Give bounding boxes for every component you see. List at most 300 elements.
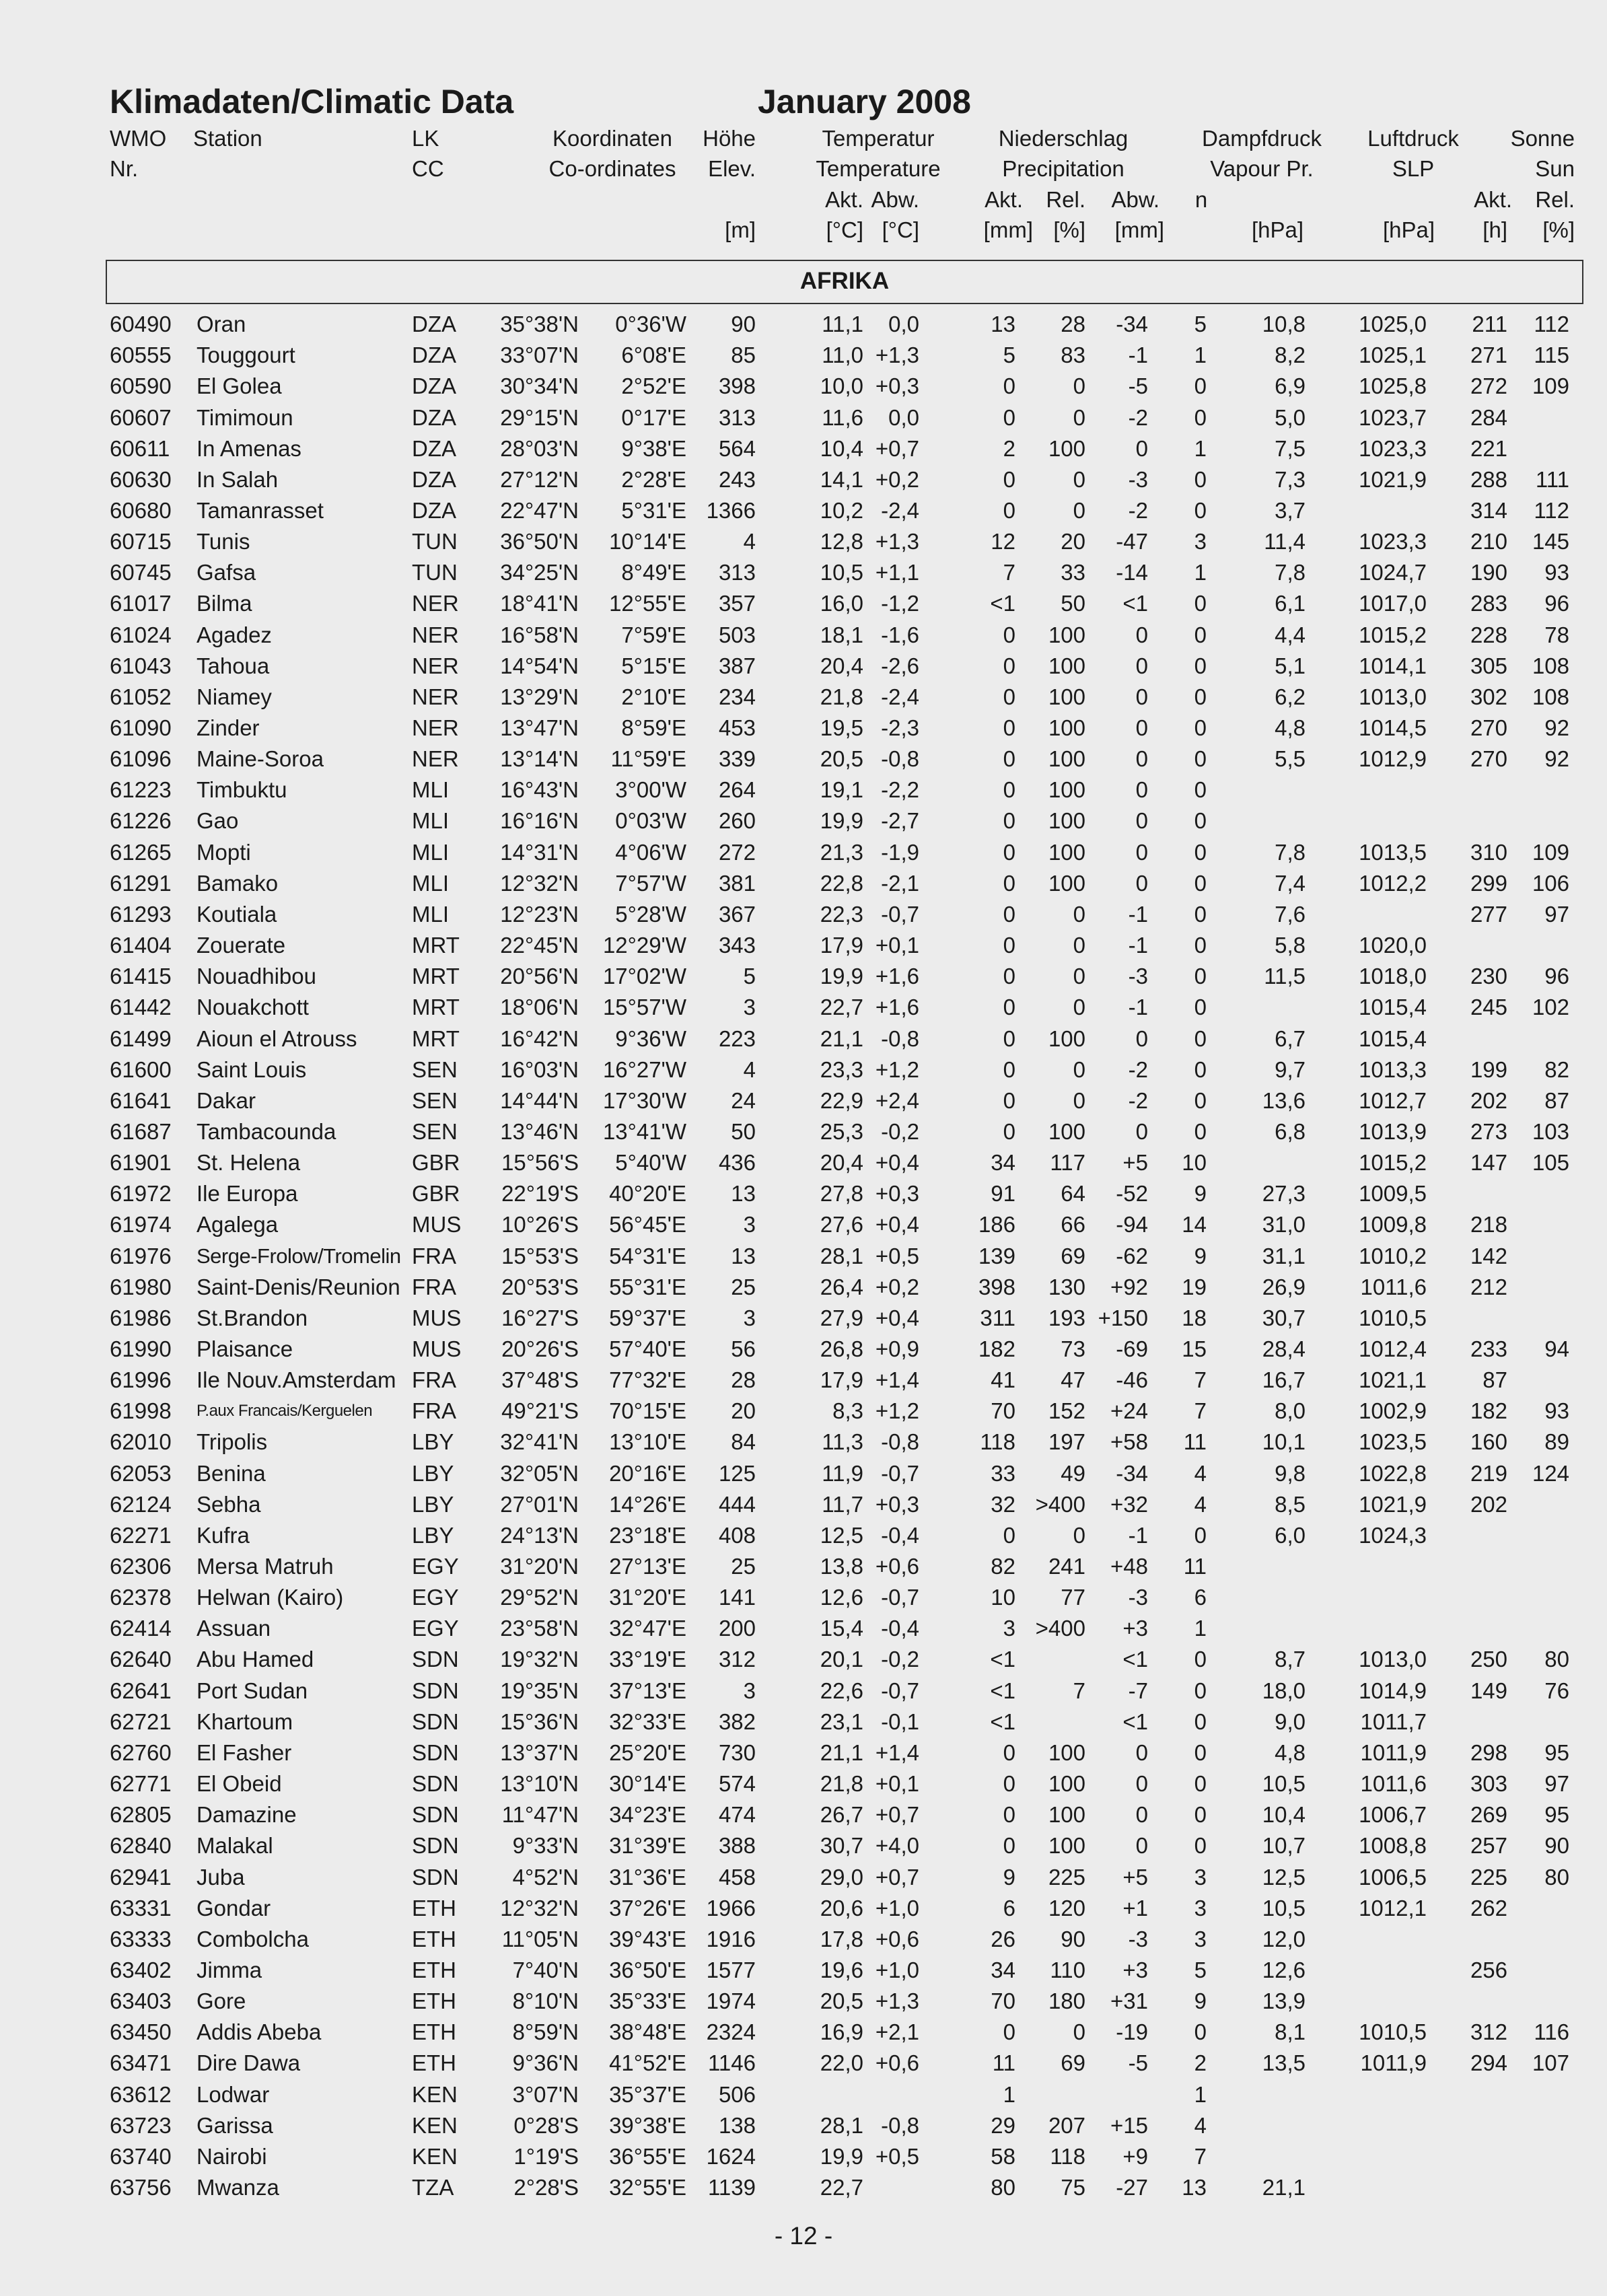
prec-days: 0 bbox=[1194, 839, 1207, 865]
slp: 1023,5 bbox=[1359, 1429, 1427, 1455]
table-row bbox=[0, 1460, 1607, 1491]
country-code: GBR bbox=[412, 1181, 460, 1207]
temp-akt: 19,9 bbox=[820, 2143, 863, 2169]
longitude: 0°17'E bbox=[621, 404, 686, 430]
prec-rel: 83 bbox=[1061, 343, 1085, 368]
prec-days: 0 bbox=[1194, 1647, 1207, 1672]
longitude: 4°06'W bbox=[615, 839, 686, 865]
temp-abw: +2,4 bbox=[875, 1087, 919, 1113]
prec-rel: 117 bbox=[1050, 1150, 1085, 1175]
unit-pct2: [%] bbox=[1542, 217, 1575, 242]
vapour-pressure: 10,5 bbox=[1262, 1771, 1306, 1796]
temp-abw: +0,3 bbox=[875, 1491, 919, 1517]
latitude: 22°47'N bbox=[500, 497, 579, 523]
wmo-number: 61265 bbox=[110, 839, 172, 865]
longitude: 56°45'E bbox=[609, 1212, 686, 1237]
prec-days: 0 bbox=[1194, 2019, 1207, 2045]
country-code: ETH bbox=[412, 2050, 456, 2076]
vapour-pressure: 4,8 bbox=[1275, 715, 1306, 740]
wmo-number: 61415 bbox=[110, 964, 172, 989]
prec-abw: 0 bbox=[1135, 622, 1148, 647]
longitude: 0°03'W bbox=[615, 808, 686, 834]
longitude: 32°55'E bbox=[609, 2175, 686, 2200]
sun-akt: 303 bbox=[1470, 1771, 1507, 1796]
sun-akt: 211 bbox=[1472, 312, 1507, 336]
sun-rel: 105 bbox=[1532, 1150, 1569, 1175]
wmo-number: 61974 bbox=[110, 1212, 172, 1237]
slp: 1013,9 bbox=[1359, 1118, 1427, 1144]
elevation: 56 bbox=[731, 1336, 756, 1361]
wmo-number: 60745 bbox=[110, 560, 172, 585]
country-code: MLI bbox=[412, 777, 450, 803]
prec-akt: 34 bbox=[991, 1150, 1015, 1175]
prec-abw: 0 bbox=[1135, 653, 1148, 678]
header-precipitation: Precipitation bbox=[1002, 156, 1124, 181]
station-name: Garissa bbox=[197, 2112, 273, 2138]
vapour-pressure: 13,5 bbox=[1262, 2050, 1306, 2076]
temp-akt: 19,1 bbox=[820, 777, 863, 803]
longitude: 32°47'E bbox=[609, 1616, 686, 1641]
elevation: 367 bbox=[718, 901, 756, 927]
temp-abw: +0,6 bbox=[875, 2050, 919, 2076]
temp-abw: +0,6 bbox=[875, 1926, 919, 1951]
longitude: 25°20'E bbox=[609, 1739, 686, 1765]
header-cc: CC bbox=[412, 156, 444, 181]
wmo-number: 60555 bbox=[110, 343, 172, 368]
prec-abw: 0 bbox=[1135, 435, 1148, 461]
prec-akt: 0 bbox=[1003, 2019, 1015, 2045]
station-name: Niamey bbox=[197, 684, 272, 709]
country-code: TZA bbox=[412, 2175, 454, 2200]
temp-abw: +1,2 bbox=[875, 1398, 919, 1424]
longitude: 11°59'E bbox=[610, 746, 686, 772]
prec-rel: 0 bbox=[1073, 1056, 1085, 1082]
temp-akt: 27,8 bbox=[820, 1181, 863, 1207]
prec-akt: 0 bbox=[1003, 964, 1015, 989]
prec-akt: 0 bbox=[1003, 622, 1015, 647]
temp-abw: +0,4 bbox=[875, 1150, 919, 1175]
wmo-number: 60590 bbox=[110, 373, 172, 399]
temp-abw: +0,7 bbox=[875, 1802, 919, 1828]
country-code: MLI bbox=[412, 839, 450, 865]
prec-akt: 5 bbox=[1003, 343, 1015, 368]
vapour-pressure: 10,5 bbox=[1262, 1895, 1306, 1921]
temp-abw: +1,6 bbox=[875, 964, 919, 989]
wmo-number: 61641 bbox=[110, 1087, 172, 1113]
table-row bbox=[0, 1895, 1607, 1926]
prec-abw: +31 bbox=[1110, 1988, 1148, 2014]
temp-akt: 21,1 bbox=[820, 1026, 863, 1051]
elevation: 84 bbox=[731, 1429, 756, 1455]
latitude: 18°06'N bbox=[500, 995, 579, 1020]
prec-akt: 0 bbox=[1003, 777, 1015, 803]
prec-days: 0 bbox=[1194, 1771, 1207, 1796]
country-code: FRA bbox=[412, 1367, 456, 1393]
sun-akt: 202 bbox=[1470, 1087, 1507, 1113]
prec-akt: <1 bbox=[990, 1709, 1015, 1734]
prec-days: 1 bbox=[1194, 1616, 1207, 1641]
longitude: 10°14'E bbox=[609, 529, 686, 554]
country-code: ETH bbox=[412, 1957, 456, 1982]
temp-abw: +1,2 bbox=[875, 1056, 919, 1082]
slp: 1013,0 bbox=[1359, 1647, 1427, 1672]
elevation: 1624 bbox=[706, 2143, 756, 2169]
table-row bbox=[0, 435, 1607, 466]
longitude: 31°20'E bbox=[609, 1585, 686, 1610]
vapour-pressure: 16,7 bbox=[1262, 1367, 1306, 1393]
longitude: 8°59'E bbox=[621, 715, 686, 740]
wmo-number: 63331 bbox=[110, 1895, 172, 1921]
country-code: SDN bbox=[412, 1864, 459, 1890]
vapour-pressure: 3,7 bbox=[1275, 497, 1306, 523]
temp-akt: 20,4 bbox=[820, 1150, 863, 1175]
vapour-pressure: 28,4 bbox=[1262, 1336, 1306, 1361]
vapour-pressure: 26,9 bbox=[1262, 1274, 1306, 1299]
slp: 1012,9 bbox=[1359, 746, 1427, 772]
vapour-pressure: 7,8 bbox=[1275, 839, 1306, 865]
slp: 1002,9 bbox=[1359, 1398, 1427, 1424]
temp-abw: -0,7 bbox=[881, 901, 919, 927]
sun-akt: 298 bbox=[1470, 1739, 1507, 1765]
prec-days: 0 bbox=[1194, 1522, 1207, 1548]
station-name: Damazine bbox=[197, 1802, 297, 1828]
latitude: 28°03'N bbox=[500, 435, 579, 461]
longitude: 9°38'E bbox=[621, 435, 686, 461]
prec-rel: 77 bbox=[1061, 1585, 1085, 1610]
prec-rel: 100 bbox=[1048, 777, 1085, 803]
elevation: 13 bbox=[731, 1181, 756, 1207]
slp: 1010,5 bbox=[1359, 1305, 1427, 1330]
latitude: 14°54'N bbox=[500, 653, 579, 678]
prec-days: 0 bbox=[1194, 1056, 1207, 1082]
sun-akt: 257 bbox=[1470, 1833, 1507, 1859]
elevation: 20 bbox=[731, 1398, 756, 1424]
vapour-pressure: 6,9 bbox=[1275, 373, 1306, 399]
prec-akt: 0 bbox=[1003, 373, 1015, 399]
latitude: 31°20'N bbox=[500, 1554, 579, 1579]
station-name: Tamanrasset bbox=[197, 497, 324, 523]
station-name: P.aux Francais/Kerguelen bbox=[197, 1402, 373, 1421]
table-row bbox=[0, 715, 1607, 746]
prec-days: 4 bbox=[1194, 1460, 1207, 1486]
prec-rel: 100 bbox=[1048, 870, 1085, 896]
prec-days: 0 bbox=[1194, 466, 1207, 492]
country-code: ETH bbox=[412, 1895, 456, 1921]
latitude: 34°25'N bbox=[500, 560, 579, 585]
latitude: 32°05'N bbox=[500, 1460, 579, 1486]
vapour-pressure: 4,8 bbox=[1275, 1739, 1306, 1765]
table-row bbox=[0, 1087, 1607, 1118]
elevation: 272 bbox=[718, 839, 756, 865]
prec-abw: +150 bbox=[1098, 1305, 1148, 1330]
prec-akt: 0 bbox=[1003, 715, 1015, 740]
prec-akt: 0 bbox=[1003, 1087, 1015, 1113]
prec-abw: +24 bbox=[1110, 1398, 1148, 1424]
table-row bbox=[0, 1211, 1607, 1242]
longitude: 2°28'E bbox=[621, 466, 686, 492]
table-row bbox=[0, 1553, 1607, 1584]
country-code: DZA bbox=[412, 312, 456, 336]
table-row bbox=[0, 1770, 1607, 1801]
vapour-pressure: 8,2 bbox=[1275, 343, 1306, 368]
sun-akt: 312 bbox=[1470, 2019, 1507, 2045]
country-code: NER bbox=[412, 715, 459, 740]
vapour-pressure: 10,7 bbox=[1262, 1833, 1306, 1859]
prec-days: 0 bbox=[1194, 1087, 1207, 1113]
header-elev: Elev. bbox=[708, 156, 756, 181]
prec-rel: 241 bbox=[1048, 1554, 1085, 1579]
country-code: NER bbox=[412, 622, 459, 647]
wmo-number: 61024 bbox=[110, 622, 172, 647]
prec-abw: -2 bbox=[1128, 1087, 1148, 1113]
prec-rel: 49 bbox=[1061, 1460, 1085, 1486]
elevation: 260 bbox=[718, 808, 756, 834]
wmo-number: 62760 bbox=[110, 1739, 172, 1765]
temp-abw: -1,2 bbox=[881, 591, 919, 616]
sun-akt: 273 bbox=[1470, 1118, 1507, 1144]
vapour-pressure: 5,0 bbox=[1275, 404, 1306, 430]
prec-days: 0 bbox=[1194, 964, 1207, 989]
table-row bbox=[0, 1739, 1607, 1770]
sun-akt: 212 bbox=[1470, 1274, 1507, 1299]
sun-rel: 95 bbox=[1544, 1739, 1569, 1765]
table-row bbox=[0, 1180, 1607, 1211]
longitude: 36°55'E bbox=[609, 2143, 686, 2169]
latitude: 16°16'N bbox=[500, 808, 579, 834]
elevation: 5 bbox=[743, 964, 756, 989]
sun-akt: 199 bbox=[1470, 1056, 1507, 1082]
longitude: 59°37'E bbox=[609, 1305, 686, 1330]
prec-abw: -1 bbox=[1128, 995, 1148, 1020]
sun-akt: 233 bbox=[1470, 1336, 1507, 1361]
temp-akt: 11,0 bbox=[822, 343, 863, 368]
prec-abw: <1 bbox=[1122, 591, 1148, 616]
temp-akt: 27,6 bbox=[820, 1212, 863, 1237]
slp: 1010,5 bbox=[1359, 2019, 1427, 2045]
wmo-number: 61017 bbox=[110, 591, 172, 616]
prec-abw: -1 bbox=[1128, 1522, 1148, 1548]
prec-abw: -94 bbox=[1116, 1212, 1148, 1237]
header-temp-abw: Abw. bbox=[871, 187, 919, 212]
temp-abw: -2,6 bbox=[881, 653, 919, 678]
prec-abw: -14 bbox=[1116, 560, 1148, 585]
temp-abw: +0,9 bbox=[875, 1336, 919, 1361]
temp-abw: -0,2 bbox=[881, 1118, 919, 1144]
latitude: 12°32'N bbox=[500, 1895, 579, 1921]
longitude: 0°36'W bbox=[615, 312, 686, 336]
longitude: 41°52'E bbox=[609, 2050, 686, 2076]
wmo-number: 62306 bbox=[110, 1554, 172, 1579]
wmo-number: 62805 bbox=[110, 1802, 172, 1828]
temp-abw: +1,4 bbox=[875, 1367, 919, 1393]
sun-rel: 109 bbox=[1532, 839, 1569, 865]
slp: 1011,9 bbox=[1360, 1739, 1427, 1765]
latitude: 29°15'N bbox=[500, 404, 579, 430]
prec-abw: 0 bbox=[1135, 777, 1148, 803]
country-code: GBR bbox=[412, 1150, 460, 1175]
wmo-number: 61998 bbox=[110, 1398, 172, 1424]
prec-days: 0 bbox=[1194, 870, 1207, 896]
temp-abw: -0,8 bbox=[881, 2112, 919, 2138]
station-name: Juba bbox=[197, 1864, 245, 1890]
prec-abw: -5 bbox=[1128, 2050, 1148, 2076]
prec-akt: 0 bbox=[1003, 995, 1015, 1020]
longitude: 13°10'E bbox=[609, 1429, 686, 1455]
country-code: SEN bbox=[412, 1087, 458, 1113]
sun-rel: 116 bbox=[1534, 2019, 1569, 2045]
prec-akt: 0 bbox=[1003, 1802, 1015, 1828]
prec-akt: 398 bbox=[978, 1274, 1015, 1299]
longitude: 70°15'E bbox=[609, 1398, 686, 1424]
temp-abw: 0,0 bbox=[888, 404, 919, 430]
prec-akt: 0 bbox=[1003, 1771, 1015, 1796]
prec-days: 5 bbox=[1194, 312, 1207, 336]
header-sun-rel: Rel. bbox=[1535, 187, 1575, 212]
latitude: 13°46'N bbox=[500, 1118, 579, 1144]
temp-akt: 26,4 bbox=[820, 1274, 863, 1299]
prec-rel: 100 bbox=[1048, 1833, 1085, 1859]
temp-abw: +0,5 bbox=[875, 2143, 919, 2169]
slp: 1025,0 bbox=[1359, 312, 1427, 336]
longitude: 31°36'E bbox=[609, 1864, 686, 1890]
elevation: 243 bbox=[718, 466, 756, 492]
table-row bbox=[0, 1584, 1607, 1615]
sun-rel: 94 bbox=[1544, 1336, 1569, 1361]
station-name: Gore bbox=[197, 1988, 246, 2014]
prec-rel: 7 bbox=[1073, 1678, 1085, 1703]
slp: 1008,8 bbox=[1359, 1833, 1427, 1859]
table-row bbox=[0, 1926, 1607, 1957]
wmo-number: 61499 bbox=[110, 1026, 172, 1051]
prec-abw: +15 bbox=[1110, 2112, 1148, 2138]
prec-days: 0 bbox=[1194, 1833, 1207, 1859]
header-prec-abw: Abw. bbox=[1111, 187, 1159, 212]
station-name: Gafsa bbox=[197, 560, 256, 585]
latitude: 11°47'N bbox=[501, 1802, 579, 1828]
slp: 1020,0 bbox=[1359, 933, 1427, 958]
sun-rel: 92 bbox=[1544, 715, 1569, 740]
station-name: Tambacounda bbox=[197, 1118, 336, 1144]
table-row bbox=[0, 528, 1607, 559]
vapour-pressure: 7,4 bbox=[1275, 870, 1306, 896]
prec-akt: 33 bbox=[991, 1460, 1015, 1486]
table-row bbox=[0, 466, 1607, 497]
latitude: 30°34'N bbox=[500, 373, 579, 399]
prec-rel: 90 bbox=[1061, 1926, 1085, 1951]
temp-akt: 14,1 bbox=[820, 466, 863, 492]
station-name: In Amenas bbox=[197, 435, 301, 461]
station-name: Serge-Frolow/Tromelin bbox=[197, 1244, 401, 1268]
country-code: KEN bbox=[412, 2143, 458, 2169]
sun-rel: 115 bbox=[1534, 343, 1569, 368]
country-code: MUS bbox=[412, 1305, 462, 1330]
table-row bbox=[0, 1801, 1607, 1832]
vapour-pressure: 12,5 bbox=[1262, 1864, 1306, 1890]
wmo-number: 60680 bbox=[110, 497, 172, 523]
sun-akt: 277 bbox=[1470, 901, 1507, 927]
station-name: Zouerate bbox=[197, 933, 286, 958]
prec-abw: -3 bbox=[1128, 1585, 1148, 1610]
prec-days: 0 bbox=[1194, 373, 1207, 399]
page-number: - 12 - bbox=[774, 2222, 833, 2250]
temp-akt: 16,0 bbox=[820, 591, 863, 616]
prec-akt: 182 bbox=[978, 1336, 1015, 1361]
table-row bbox=[0, 963, 1607, 994]
prec-akt: 139 bbox=[978, 1243, 1015, 1268]
country-code: FRA bbox=[412, 1274, 456, 1299]
slp: 1006,7 bbox=[1359, 1802, 1427, 1828]
prec-akt: 0 bbox=[1003, 1522, 1015, 1548]
prec-days: 7 bbox=[1194, 1367, 1207, 1393]
country-code: DZA bbox=[412, 466, 456, 492]
temp-akt: 20,5 bbox=[820, 1988, 863, 2014]
slp: 1023,3 bbox=[1359, 529, 1427, 554]
wmo-number: 61990 bbox=[110, 1336, 172, 1361]
prec-rel: 100 bbox=[1048, 746, 1085, 772]
vapour-pressure: 11,4 bbox=[1264, 529, 1306, 554]
station-name: Port Sudan bbox=[197, 1678, 308, 1703]
latitude: 15°56'S bbox=[501, 1150, 579, 1175]
wmo-number: 63612 bbox=[110, 2081, 172, 2107]
longitude: 57°40'E bbox=[609, 1336, 686, 1361]
longitude: 7°59'E bbox=[621, 622, 686, 647]
country-code: MLI bbox=[412, 901, 450, 927]
elevation: 200 bbox=[718, 1616, 756, 1641]
prec-rel: 69 bbox=[1061, 1243, 1085, 1268]
longitude: 35°33'E bbox=[609, 1988, 686, 2014]
prec-abw: 0 bbox=[1135, 746, 1148, 772]
elevation: 357 bbox=[718, 591, 756, 616]
elevation: 28 bbox=[731, 1367, 756, 1393]
longitude: 32°33'E bbox=[609, 1709, 686, 1734]
temp-akt: 10,0 bbox=[820, 373, 863, 399]
table-row bbox=[0, 746, 1607, 777]
sun-rel: 124 bbox=[1532, 1460, 1569, 1486]
sun-akt: 271 bbox=[1470, 343, 1507, 368]
station-name: Dire Dawa bbox=[197, 2050, 301, 2076]
prec-abw: 0 bbox=[1135, 1118, 1148, 1144]
prec-akt: 3 bbox=[1003, 1616, 1015, 1641]
latitude: 16°42'N bbox=[500, 1026, 579, 1051]
station-name: El Fasher bbox=[197, 1739, 292, 1765]
table-row bbox=[0, 373, 1607, 404]
prec-akt: 70 bbox=[991, 1988, 1015, 2014]
prec-days: 0 bbox=[1194, 777, 1207, 803]
vapour-pressure: 5,8 bbox=[1275, 933, 1306, 958]
prec-abw: -5 bbox=[1128, 373, 1148, 399]
table-row bbox=[0, 839, 1607, 870]
latitude: 33°07'N bbox=[500, 343, 579, 368]
slp: 1024,3 bbox=[1359, 1522, 1427, 1548]
station-name: Aioun el Atrouss bbox=[197, 1026, 357, 1051]
table-row bbox=[0, 1864, 1607, 1895]
prec-days: 0 bbox=[1194, 1118, 1207, 1144]
longitude: 6°08'E bbox=[621, 343, 686, 368]
country-code: MRT bbox=[412, 995, 460, 1020]
wmo-number: 62941 bbox=[110, 1864, 172, 1890]
temp-abw: +0,5 bbox=[875, 1243, 919, 1268]
table-row bbox=[0, 2174, 1607, 2205]
temp-abw: -1,6 bbox=[881, 622, 919, 647]
station-name: Mopti bbox=[197, 839, 251, 865]
prec-akt: 0 bbox=[1003, 404, 1015, 430]
sun-akt: 221 bbox=[1470, 435, 1507, 461]
prec-abw: -3 bbox=[1128, 1926, 1148, 1951]
prec-rel: 0 bbox=[1073, 466, 1085, 492]
vapour-pressure: 13,6 bbox=[1262, 1087, 1306, 1113]
country-code: SDN bbox=[412, 1802, 459, 1828]
wmo-number: 61600 bbox=[110, 1056, 172, 1082]
